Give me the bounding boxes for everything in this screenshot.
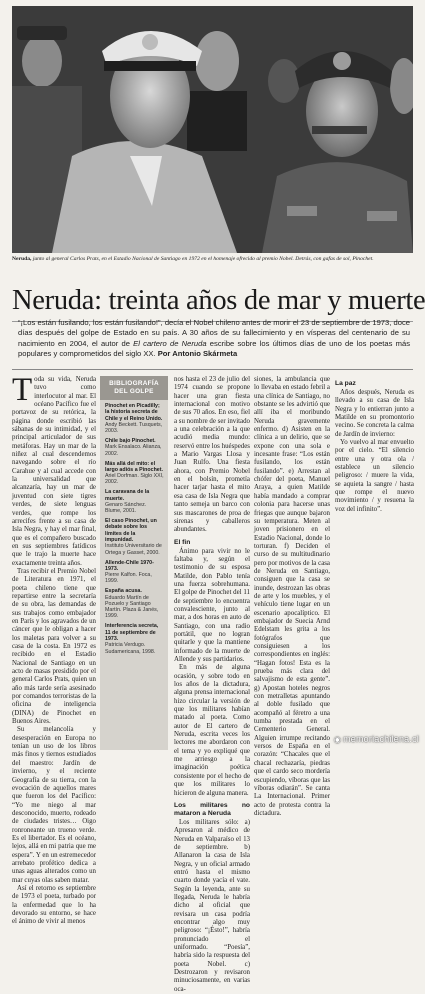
paragraph: Yo vuelvo al mar envuelto por el cielo. “El silencio entre una y otra ola / establece un silencio peligroso: / muere la vida, se aquieta la sangre / hasta que rompe el nuevo movimiento / y resuena la voz del infinito”. xyxy=(335,439,414,513)
section-heading: La paz xyxy=(335,380,356,387)
caption-text: junto al general Carlos Prats, en el Estadio Nacional de Santiago en 1972 en el homenaje ofrecido al premio Nobel. Detrás, con gafas de sol, Pinochet. xyxy=(31,256,374,262)
article-column-3 xyxy=(174,376,250,994)
divider-rule xyxy=(12,369,413,370)
paragraph: Tras recibir el Premio Nobel de Literatura en 1971, el poeta chileno tiene que repartirse entre la secretaría de su obra, las demandas de sus trabajos como embajador en París y los agravados de un cáncer que le obligan a hacer los maletas para volver a su casa de la costa. En 1972 es recibido en el Estadio Nacional de Santiago en un acto de masas presidido por el general Carlos Prats, quien un año más tarde sería asesinado por comandos terroristas de la oficina de inteligencia (DINA) de Pinochet en Buenos Aires. xyxy=(12,567,96,726)
list-item xyxy=(105,489,164,514)
book-author: Andy Beckett. Tusquets, 2003. xyxy=(105,421,163,435)
bibliography-list xyxy=(100,400,168,655)
list-item xyxy=(105,403,164,434)
book-author: Genaro Sánchez. Blume, 2001. xyxy=(105,501,147,515)
section-heading: Los militares no mataron a Neruda xyxy=(174,801,250,817)
book-author: Mark Ensalaco. Alianza, 2002. xyxy=(105,444,162,457)
deck-book-title: El cartero de Neruda xyxy=(133,338,207,348)
book-title: España acusa. xyxy=(105,588,142,595)
paragraph: En más de alguna ocasión, y sobre todo en los años de la dictadura, alguna prensa internacional hizo circular la versión de que los militares habían matado al poeta. Como autor de El cartero de Neruda, escrita veces los lectores me abordaron con el tema y yo expliqué que me arriesgo a la imaginación poética consistente por el hecho de que los militares lo hicieron de alguna manera. xyxy=(174,664,250,797)
paragraph: Los militares sólo: a) Apresaron al médico de Neruda en Valparaíso el 13 de septiembre. b) Allanaron la casa de Isla Negra, y un oficial armado entró hasta el mismo cuarto donde yacía el vate. Según la leyenda, ante su llegada, Neruda le habría dicho al oficial que revisara un casa podría encontrar algo muy peligroso: “¡Ésto!”, habría pronunciado el uniformado. “Poesía”, habría sido la respuesta del poeta Nobel. c) Destrozaron y revisaron minuciosamente, en varias oca- xyxy=(174,818,250,993)
book-title: Más allá del mito: el largo adiós a Pinochet. xyxy=(105,460,163,473)
byline: Por Antonio Skármeta xyxy=(157,349,238,359)
list-item xyxy=(105,588,164,619)
paragraph: siones, la ambulancia que lo llevaba en estado febril a una clínica de Santiago, no obstante se les advirtió que allí iba el moribundo Neruda gravemente enfermo. d) Asisten en la clínica a un delirio, que se expone con una sola e incesante frase: “Los están fusilando, los están fusilando”. e) Arrestan al chófer del poeta, Manuel Araya, a quien Matilde había mandado a comprar colonia para hacerse unas friegas que aunque bajaron su temperatura. Meten al joven prisionero en el Estadio Nacional, donde lo torturan. f) Deciden el curso de su multitudinario pero por motivos de la casa de Neruda en Santiago, consiguen que la casa se inunde, destrozan las obras de arte y los muebles, y el vehículo tiene lugar en un escenario apocalíptico. El embajador de Suecia Arnd Edelstam les grita a los fotógrafos que consiguiesen a los correspondientes en inglés: “Hagan fotos! Esta es la prueba más clara del salvajismo de esta gente”. g) Apostan hoteles negros con metralletas apuntando al doble fusilado que acompañó al féretro a una tumba prestada en el Cementerio General. Alguien irrumpe recitando versos de España en el corazón: “Chacales que el chacal rechazaría, piedras que el cardo seco mordería escupiendo, víboras que las víboras odiarán”. Se canta La Internacional. Primer acto de protesta contra la dictadura. xyxy=(254,376,330,817)
book-author: Patricia Verdugo. Sudamericana, 1998. xyxy=(105,642,156,655)
article-column-4 xyxy=(254,376,330,818)
article-photo xyxy=(12,6,413,253)
book-title: Chile bajo Pinochet. xyxy=(105,438,156,445)
book-title: Pinochet en Picadilly; la historia secreta de Chile y el Reino Unido. xyxy=(105,403,163,422)
book-title: La caravana de la muerte. xyxy=(105,489,150,502)
book-title: El caso Pinochet, un debate sobre los límites de la impunidad. xyxy=(105,518,157,544)
book-author: Ariel Dorfman. Siglo XXI, 2002. xyxy=(105,473,164,486)
watermark xyxy=(334,734,419,744)
photo-caption xyxy=(12,256,413,263)
deck-text-2: escribe sobre los últimos días de uno de los poetas más populares y comprometidos del siglo XX. xyxy=(18,338,411,359)
archive-logo-icon: ◉ xyxy=(333,735,342,744)
list-item xyxy=(105,461,164,486)
paragraph: Así el retorno es septiembre de 1973 el poeta, turbado por la enfermedad que lo ha devorado su entorno, se hace el ánimo de vivir al menos xyxy=(12,884,96,926)
drop-cap: T xyxy=(12,372,33,408)
paragraph: Años después, Neruda es llevado a su casa de Isla Negra y lo entierran junto a Matilde en su promontorio vecino. Se concreta la calma de Jardín de invierno: xyxy=(335,389,414,438)
book-title: Interferencia secreta, 11 de septiembre de 1973. xyxy=(105,623,159,642)
watermark-text: memoriachilena.cl xyxy=(343,734,419,744)
photo-illustration xyxy=(12,6,413,253)
section-heading: El fin xyxy=(174,538,191,546)
bibliography-sidebar xyxy=(100,376,168,750)
list-item xyxy=(105,438,164,457)
caption-name: Neruda, xyxy=(12,256,32,262)
list-item xyxy=(105,518,164,556)
paragraph xyxy=(12,372,96,568)
article-column-5 xyxy=(335,376,414,514)
paragraph: Su melancolía y desesperación en Europa no tenían un uso de los libros más finos y tiernos estudiados del maestro: Jardín de invierno, y el reciente Geografía de su tierra, con la evocación de aquellos mares que fueron los del Pacífico: “Yo me niego al mar desconocido, muerto, rodeado de ciudades tristes… Oigo ronroneante un trueno verde. Es el libertador. Es el océano, lejos, allá en mi patria que me espera”. Y en un estremecedor arrebato profético dedica a unas aguas alterados como un mar cuyas olas saben matar. xyxy=(12,726,96,884)
book-title: Allende-Chile 1970-1973. xyxy=(105,559,154,572)
book-author: Instituto Universitario de Ortega y Gasset, 2000. xyxy=(105,543,162,556)
article-deck xyxy=(18,318,410,360)
book-author: Eduardo Martín de Pozuelo y Santiago Martín. Plaza & Janés, 1999. xyxy=(105,594,159,620)
paragraph-text: oda su vida, Neruda tuvo como interlocutor al mar. El océano Pacífico fue el portavoz de su retórica, la página donde escribió las sábanas de su intimidad, y el principal articulador de sus metáforas. Hay un mar de la niñez al cual descendemos navegando sobre el río Carahue y al cual accede con la universalidad que alcanzaría, hay un mar de juventud con siete tigres verdes, de siete lenguas verdes, que rompe los arrecifes frente a su casa de Isla Negra, y hay el mar final, que es el compañero buscado en sus septiembres fatídicos que le trajo la muerte hace exactamente treinta años. xyxy=(12,376,96,567)
book-author: Pierre Kalfon. Foca, 1999. xyxy=(105,572,152,585)
headline: Neruda: treinta años de mar y muerte xyxy=(12,285,413,322)
article-column-1 xyxy=(12,372,96,927)
paragraph: Ánimo para vivir no le faltaba y, según el testimonio de su esposa Matilde, don Pablo tenía una fuerza sobrehumana. El golpe de Pinochet del 11 de septiembre lo encuentra convalesciente, junto al mar, a dos horas en auto de Santiago, con una radio portátil, que no logran quitarle y que la mantiene informado de la muerte de Allende y sus partidarios. xyxy=(174,547,250,663)
paragraph: nos hasta el 23 de julio del 1974 cuando se propone hacer una gran fiesta internacional con motivo de sus 70 años. En eso, fiel a su nombre de ser invitado a una celebración a la que acudió media mundo: reservó entre los huéspedes a Mario Vargas Llosa y Juan Rulfo. Una fiesta ahora, con Premio Nobel en el bolsín, prometía hacer tarjar hasta el mito esa casa de Isla Negra que tanto semeja un barco con sus mascarones de proa de sirenas y caballeros abundantes. xyxy=(174,376,250,534)
sidebar-heading: BIBLIOGRAFÍA DEL GOLPE xyxy=(100,376,168,400)
list-item xyxy=(105,623,164,654)
list-item xyxy=(105,560,164,585)
deck-text-1: “¡Los están fusilando, los están fusilando!”, decía el Nobel chileno antes de morir el 23 de septiembre de 1973, doce días después del golpe de Estado en su país. A 30 años de su fallecimiento y en vísperas del centenario de su nacimiento en 2004, el autor de xyxy=(18,318,410,348)
